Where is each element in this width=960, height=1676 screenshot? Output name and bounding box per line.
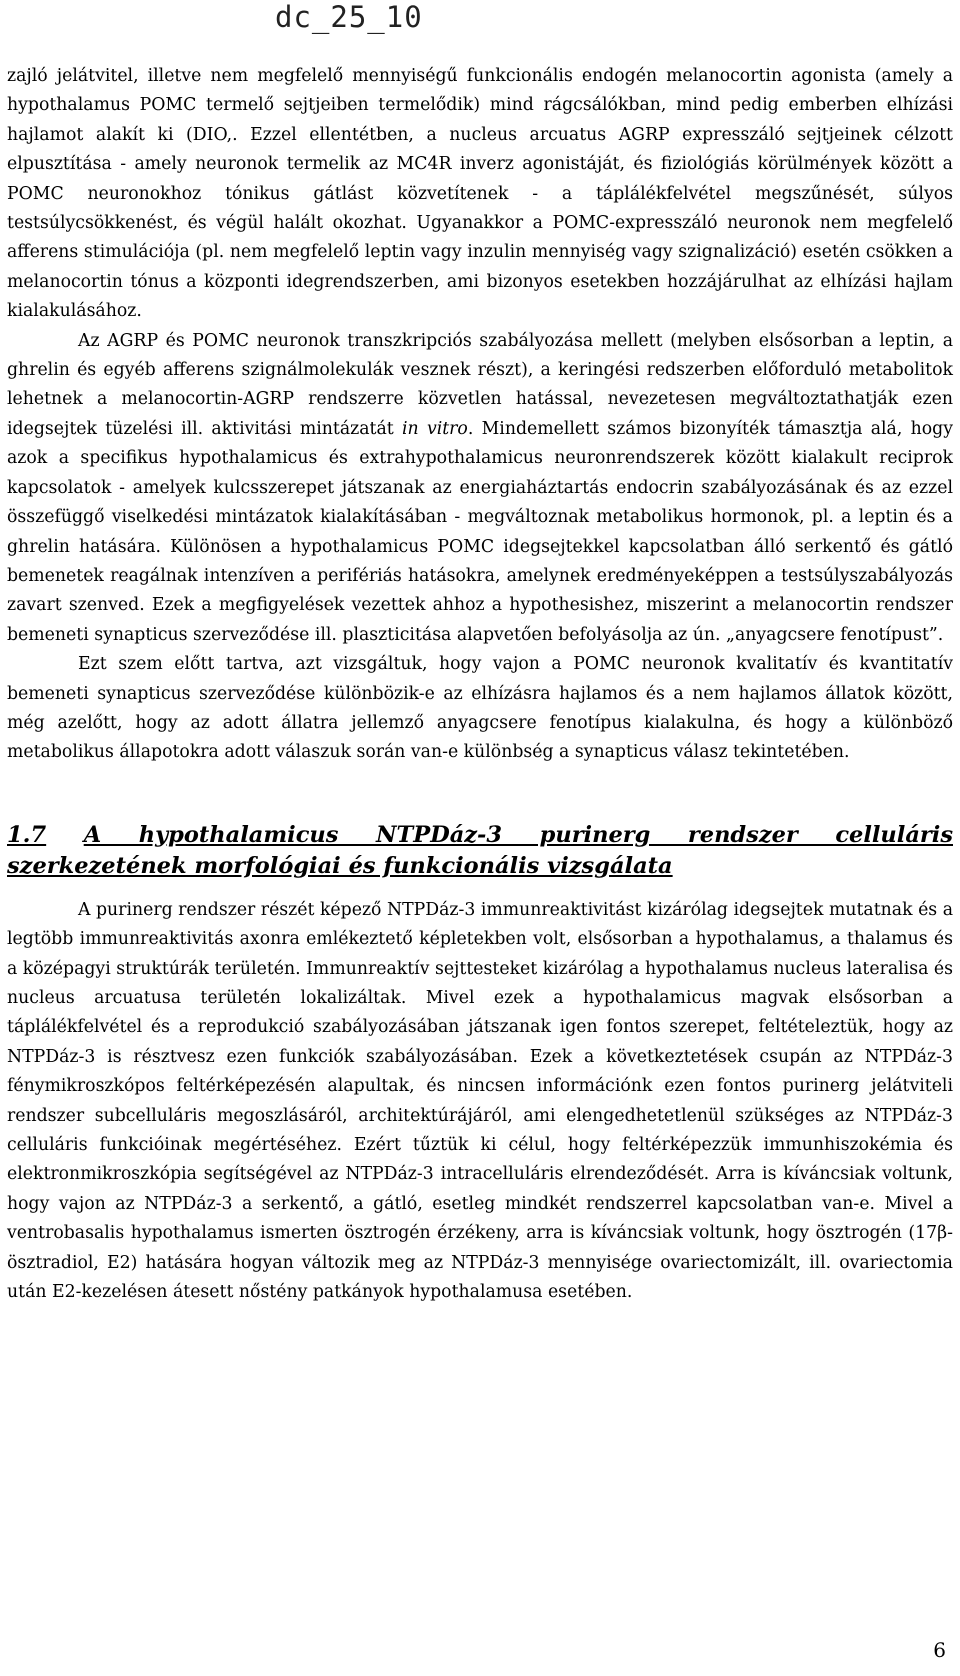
section-number: 1.7 [7, 821, 47, 848]
paragraph-1: zajló jelátvitel, illetve nem megfelelő mennyiségű funkcionális endogén melanocortin agonista (amely a hypothalamus POMC termelő sejtjeiben termelődik) mind rágcsálókban, mind pedig emberben elhízási hajlamot alakít ki (DIO,. Ezzel ellentétben, a nucleus arcuatus AGRP expresszáló sejtjeinek célzott elpusztítása - amely neuronok termelik az MC4R inverz agonistáját, és fiziológiás körülmények között a POMC neuronokhoz tónikus gátlást közvetítenek - a táplálékfelvétel megszűnését, súlyos testsúlycsökkenést, és végül halált okozhat. Ugyanakkor a POMC-expresszáló neuronok nem megfelelő afferens stimulációja (pl. nem megfelelő leptin vagy inzulin mennyiség vagy szignalizáció) esetén csökken a melanocortin tónus a központi idegrendszerben, ami bizonyos esetekben hozzájárulhat az elhízási hajlam kialakulásához. [7, 66, 953, 322]
section-title: A hypothalamicus NTPDáz-3 purinerg rendszer celluláris szerkezetének morfológiai és funkcionális vizsgálata [7, 821, 953, 879]
paragraph-2-text-b: . Mindemellett számos bizonyíték támasztja alá, hogy azok a specifikus hypothalamicus és extrahypothalamicus neuronrendszerek között kialakult reciprok kapcsolatok - amelyek kulcsszerepet játszanak az energiaháztartás endocrin szabályozásának és az ezzel összefüggő viselkedési mintázatok kialakításában - megváltoznak metabolikus hormonok, pl. a leptin és a ghrelin hatására. Különösen a hypothalamicus POMC idegsejtekkel kapcsolatban álló serkentő és gátló bemenetek reagálnak intenzíven a perifériás hatásokra, amelynek eredményeképpen a testsúlyszabályozás zavart szenved. Ezek a megfigyelések vezettek ahhoz a hypothesishez, miszerint a melanocortin rendszer bemeneti synapticus szerveződése ill. plaszticitása alapvetően befolyásolja az ún. „anyagcsere fenotípust”. [7, 418, 953, 645]
paragraph-4: A purinerg rendszer részét képező NTPDáz-3 immunreaktivitást kizárólag idegsejtek mutatnak és a legtöbb immunreaktivitás axonra emlékeztető képletekben volt, elsősorban a hypothalamus, a thalamus és a középagyi struktúrák területén. Immunreaktív sejttesteket kizárólag a hypothalamus nucleus lateralisa és nucleus arcuatusa területén lokalizáltak. Mivel ezek a hypothalamicus magvak elsősorban a táplálékfelvétel és a reprodukció szabályozásában játszanak igen fontos szerepet, feltételeztük, hogy az NTPDáz-3 is résztvesz ezen funkciók szabályozásában. Ezek a következtetések csupán az NTPDáz-3 fénymikroszkópos feltérképezésén alapultak, és nincsen információnk ezen fontos purinerg jelátviteli rendszer subcelluláris megoszlásáról, architektúrájáról, ami elengedhetetlenül szükséges az NTPDáz-3 celluláris funkcióinak megértéséhez. Ezért tűztük ki célul, hogy feltérképezzük immunhiszokémia és elektronmikroszkópia segítségével az NTPDáz-3 intracelluláris elrendeződését. Arra is kíváncsiak voltunk, hogy vajon az NTPDáz-3 a serkentő, a gátló, esetleg mindkét rendszerrel kapcsolatban van-e. Mivel a ventrobasalis hypothalamus ismerten ösztrogén érzékeny, arra is kíváncsiak voltunk, hogy ösztrogén (17β-ösztradiol, E2) hatására hogyan változik meg az NTPDáz-3 mennyisége ovariectomizált, ill. ovariectomia után E2-kezelésen átesett nőstény patkányok hypothalamusa esetében. [7, 899, 953, 1303]
page-number: 6 [933, 1638, 946, 1662]
paragraph-3: Ezt szem előtt tartva, azt vizsgáltuk, hogy vajon a POMC neuronok kvalitatív és kvantitatív bemeneti synapticus szerveződése különbözik-e az elhízásra hajlamos és a nem hajlamos állatok között, még azelőtt, hogy az adott állatra jellemző anyagcsere fenotípus kialakulna, és hogy a különböző metabolikus állapotokra adott válaszuk során van-e különbség a synapticus válasz tekintetében. [7, 654, 953, 763]
section-heading [7, 820, 953, 882]
document-id: dc_25_10 [275, 0, 423, 34]
page-body [7, 62, 953, 1307]
paragraph-2-italic: in vitro [402, 418, 468, 439]
paragraph-2-text-a: Az AGRP és POMC neuronok transzkripciós szabályozása mellett (melyben elsősorban a leptin, a ghrelin és egyéb afferens szignálmolekulák vesznek részt), a keringési redszerben előforduló metabolitok lehetnek a melanocortin-AGRP rendszerre közvetlen hatással, nevezetesen megváltoztathatják ezen idegsejtek tüzelési ill. aktivitási mintázatát [7, 330, 953, 439]
paragraph-2 [7, 327, 953, 650]
